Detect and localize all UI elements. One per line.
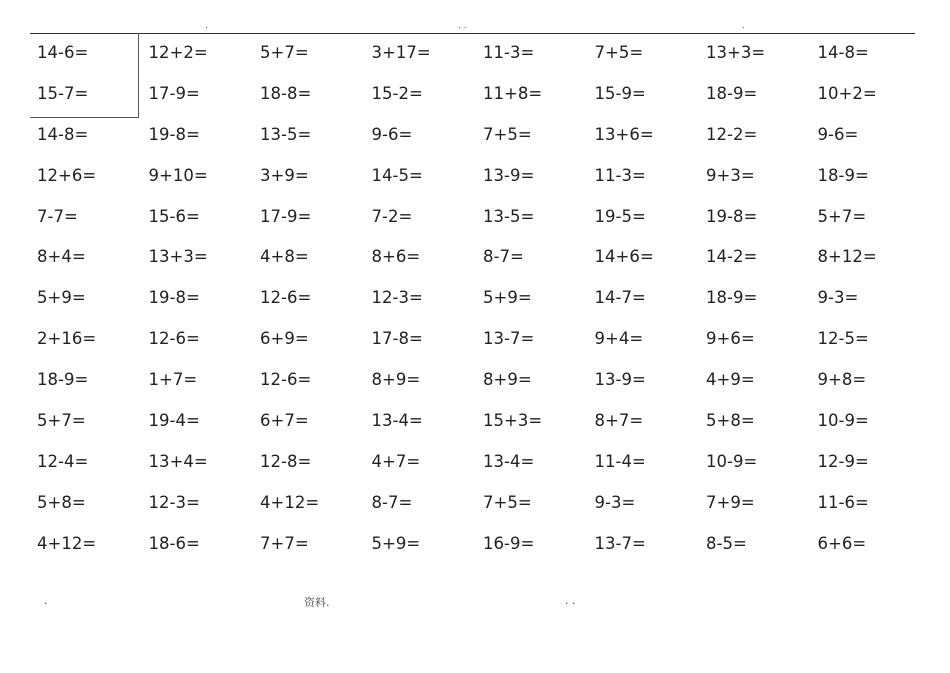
math-problem: 5+8= [37,492,86,512]
math-problem: 4+12= [260,492,320,512]
math-problem: 7-7= [37,206,78,226]
math-problem: 15+3= [483,411,543,431]
math-problem: 3+17= [371,43,431,62]
math-problem: 7+5= [483,124,532,144]
math-problem: 12-6= [260,370,312,390]
math-problem: 4+12= [37,533,97,553]
math-problem: 6+9= [260,329,309,349]
math-problem: 8+12= [817,247,877,267]
math-problem: 18-9= [706,83,758,103]
math-problem: 12-9= [817,451,869,471]
math-problem: 11-6= [817,492,869,512]
math-problem: 9+10= [148,165,208,185]
math-problem: 9+3= [706,165,755,185]
math-problem: 10+2= [817,83,877,103]
math-problem: 14-5= [371,165,423,185]
math-problem: 1+7= [148,370,198,390]
math-problem: 12-4= [37,451,89,471]
math-problem: 12-2= [706,124,758,144]
math-problem: 13+3= [706,43,766,62]
math-problem: 18-9= [706,288,758,308]
math-problem: 12-3= [148,492,200,512]
math-problem: 12-5= [817,329,869,349]
math-problem: 8-7= [483,247,524,267]
math-problem: 15-9= [594,83,646,103]
math-problem: 13+4= [148,451,208,471]
math-problem: 8+9= [371,370,421,390]
math-problem: 12+6= [37,165,97,185]
math-problem: 7+9= [706,492,755,512]
math-problem: 14-8= [817,43,869,62]
math-problem: 6+7= [260,411,309,431]
math-problem: 6+6= [817,533,867,553]
header-mark: . [742,21,745,31]
math-problem: 5+8= [706,411,755,431]
math-problem: 8-7= [371,492,413,512]
math-problem: 13-4= [371,411,423,431]
math-problem: 12-3= [371,288,423,308]
math-problem: 19-8= [148,288,200,308]
math-problem: 17-9= [260,206,312,226]
problem-grid [37,40,929,572]
math-problem: 19-8= [706,206,758,226]
math-problem: 13-7= [483,329,535,349]
math-problem: 4+7= [371,451,421,471]
math-problem: 7+7= [260,533,309,553]
math-problem: 4+9= [706,370,755,390]
math-problem: 13-9= [594,370,646,390]
math-problem: 12-8= [260,451,312,471]
math-problem: 15-6= [148,206,200,226]
math-problem: 14-6= [37,43,89,62]
math-problem: 12-6= [148,329,200,349]
math-problem: 9-3= [817,288,859,308]
math-problem: 9+8= [817,370,867,390]
math-problem: 9-6= [371,124,413,144]
math-problem: 9-6= [817,124,859,144]
math-problem: 14-7= [594,288,646,308]
math-problem: 18-9= [37,370,89,390]
math-problem: 5+9= [371,533,421,553]
math-problem: 18-8= [260,83,312,103]
math-problem: 11-4= [594,451,646,471]
math-problem: 8+9= [483,370,532,390]
math-problem: 5+7= [260,43,309,62]
math-problem: 9+4= [594,329,644,349]
math-problem: 13-7= [594,533,646,553]
math-problem: 5+7= [817,206,867,226]
math-problem: 13-5= [483,206,535,226]
math-problem: 11-3= [594,165,646,185]
math-problem: 9-3= [594,492,636,512]
footer-right-mark: . . [565,594,576,607]
header-mark: . . [458,21,467,31]
math-problem: 19-8= [148,124,200,144]
math-problem: 15-2= [371,83,423,103]
math-problem: 17-8= [371,329,423,349]
math-problem: 8+7= [594,411,644,431]
math-problem: 11-3= [483,43,535,62]
math-problem: 10-9= [706,451,758,471]
math-problem: 19-5= [594,206,646,226]
math-problem: 8+4= [37,247,86,267]
math-problem: 7-2= [371,206,413,226]
math-problem: 3+9= [260,165,309,185]
math-problem: 16-9= [483,533,535,553]
math-problem: 15-7= [37,83,89,103]
math-problem: 18-6= [148,533,200,553]
math-problem: 14-8= [37,124,89,144]
math-problem: 13-5= [260,124,312,144]
math-problem: 2+16= [37,329,97,349]
math-problem: 12+2= [148,43,208,62]
math-problem: 5+7= [37,411,86,431]
math-problem: 5+9= [483,288,532,308]
top-rule [30,33,915,34]
math-problem: 7+5= [483,492,532,512]
math-problem: 13-4= [483,451,535,471]
math-problem: 10-9= [817,411,869,431]
math-problem: 4+8= [260,247,309,267]
math-problem: 11+8= [483,83,543,103]
footer-center-text: 资料. [304,596,330,609]
math-problem: 14+6= [594,247,654,267]
math-problem: 7+5= [594,43,644,62]
math-problem: 13+3= [148,247,208,267]
math-problem: 8-5= [706,533,747,553]
math-problem: 14-2= [706,247,758,267]
math-problem: 9+6= [706,329,755,349]
math-problem: 12-6= [260,288,312,308]
math-problem: 18-9= [817,165,869,185]
header-mark: . [205,21,208,31]
math-problem: 19-4= [148,411,200,431]
math-problem: 5+9= [37,288,86,308]
math-problem: 13-9= [483,165,535,185]
footer-left-mark: . [44,594,48,607]
math-problem: 13+6= [594,124,654,144]
math-problem: 17-9= [148,83,200,103]
math-problem: 8+6= [371,247,421,267]
